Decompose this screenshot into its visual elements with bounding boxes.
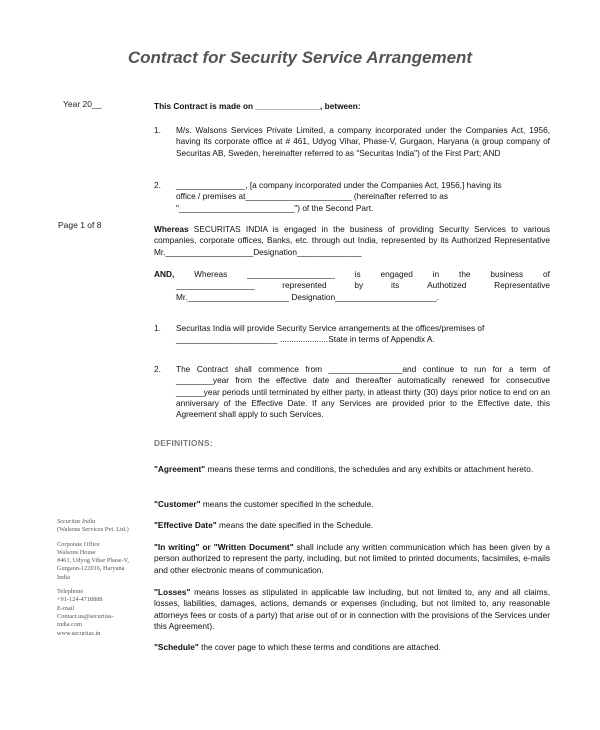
office-line: Corporate Office xyxy=(57,540,100,548)
definitions-heading: DEFINITIONS: xyxy=(154,438,213,448)
definition-text: means the date specified in the Schedule. xyxy=(216,520,374,530)
contact-line: www.securitas.in xyxy=(57,629,101,637)
clause1-line: ______________________ .....................State in terms of Appendix A. xyxy=(176,334,435,345)
and-line-2 xyxy=(154,280,550,291)
contact-line: Contact.us@securitas- xyxy=(57,612,114,620)
party2-block xyxy=(176,180,550,214)
definition-text: shall include any written communication which has been given by a person authorized to represent the party, including, but not limited to printed documents, facsimiles, e-mails and other electronic means of communication. xyxy=(154,542,550,575)
whereas-label: Whereas xyxy=(154,224,189,234)
and-word: in xyxy=(432,269,440,279)
and-word: _________________ xyxy=(176,280,255,291)
and-word: by xyxy=(354,280,364,291)
and-word: engaged xyxy=(380,269,413,279)
party1-number: 1. xyxy=(154,125,161,135)
document-title: Contract for Security Service Arrangement xyxy=(127,48,473,67)
company-name: Securitas India xyxy=(57,518,96,525)
and-word: Authotized xyxy=(427,280,467,291)
office-line: Gurgaon-122016, Haryana xyxy=(57,565,125,573)
whereas-text: SECURITAS INDIA is engaged in the business of providing Security Services to various companies, corporate offices, Banks, etc. through out India, represented by its Authorized Representative Mr.___________________Designation______________ xyxy=(154,224,550,257)
contact-line: india.com xyxy=(57,621,83,629)
definition-term: "Customer" xyxy=(154,499,201,509)
definition-item xyxy=(154,499,550,510)
office-line: #461, Udyog Vihar xyxy=(57,557,106,565)
definition-item xyxy=(154,520,550,531)
clause1-number: 1. xyxy=(154,323,161,333)
and-label: AND, xyxy=(154,269,175,279)
and-word: represented xyxy=(282,280,327,291)
clause2-text: The Contract shall commence from ________________and continue to run for a term of ________year from the effective date and thereafter automatically renewed for consecutive ______year periods until terminated by either party, in atleast thirty (30) days prior notice to end on an anniversary of the Effective Date. If any Services are provided prior to the Effective date, this Agreement shall apply to such Services. xyxy=(176,364,550,420)
party2-line: _______________, [a company incorporated under the Companies Act, 1956,] having its xyxy=(176,180,502,190)
clause2-number: 2. xyxy=(154,364,161,374)
definition-term: "Agreement" xyxy=(154,464,206,474)
definition-term: "Effective Date" xyxy=(154,520,217,530)
contact-line: Telephone xyxy=(57,588,84,596)
page-indicator: Page 1 of 8 xyxy=(58,220,102,230)
contract-intro: This Contract is made on ______________, between: xyxy=(154,101,361,111)
company-subname: (Walsons Services Pvt. Ltd.) xyxy=(57,526,129,534)
definition-text: means the customer specified in the schedule. xyxy=(200,499,374,509)
and-word: Representative xyxy=(494,280,550,291)
office-line: Walsons House xyxy=(57,548,96,556)
party2-line: "_________________________") of the Second Part. xyxy=(176,202,374,213)
and-word: ___________________ xyxy=(247,269,335,279)
and-word: its xyxy=(390,280,400,291)
and-whereas-block xyxy=(154,269,550,303)
party2-line: office / premises at_______________________ (hereinafter referred to as xyxy=(176,191,448,202)
definition-item xyxy=(154,464,550,475)
definition-item xyxy=(154,542,550,576)
definition-term: "In writing" or "Written Document" xyxy=(154,542,294,552)
definition-text: means these terms and conditions, the schedules and any exhibits or attachment hereto. xyxy=(205,464,534,474)
contact-line: +91-124-4718888 xyxy=(57,596,103,604)
definition-item xyxy=(154,642,550,653)
office-line: India xyxy=(57,573,70,581)
clause1-line: Securitas India will provide Security Service arrangements at the offices/premises of xyxy=(176,323,485,333)
whereas-paragraph xyxy=(154,224,550,258)
clause1-block xyxy=(176,323,550,346)
contact-line: E-mail xyxy=(57,604,75,612)
company-address-block xyxy=(57,518,149,638)
definition-text: the cover page to which these terms and conditions are attached. xyxy=(198,642,441,652)
office-line: Phase-V, xyxy=(106,557,129,565)
and-word: of xyxy=(543,269,550,279)
party1-text: M/s. Walsons Services Private Limited, a company incorporated under the Companies Act, 1956, having its corporate office at # 461, Udyog Vihar, Phase-V, Gurgaon, Haryana (a group company of Securitas AB, Sweden, hereinafter referred to as "Securitas India") of the First Part; AND xyxy=(176,125,550,158)
definition-term: "Losses" xyxy=(154,587,191,597)
definition-item xyxy=(154,587,550,632)
year-label: Year 20__ xyxy=(63,99,102,109)
and-word: the xyxy=(459,269,471,279)
party2-number: 2. xyxy=(154,180,161,190)
and-word: Whereas xyxy=(194,269,228,279)
and-line-1 xyxy=(154,269,550,280)
definition-term: "Schedule" xyxy=(154,642,199,652)
and-line-3: Mr.______________________ Designation______________________. xyxy=(176,291,439,302)
and-word: business xyxy=(490,269,524,279)
definition-text: means losses as stipulated in applicable law including, but not limited to, any and all claims, losses, liabilities, damages, actions, demands or expenses (including, but not limited to, any reasonable attorneys fees or costs of a party) that arise out of or in connection with the provisions of the Services under this Agreement). xyxy=(154,587,550,631)
and-word: is xyxy=(354,269,361,279)
